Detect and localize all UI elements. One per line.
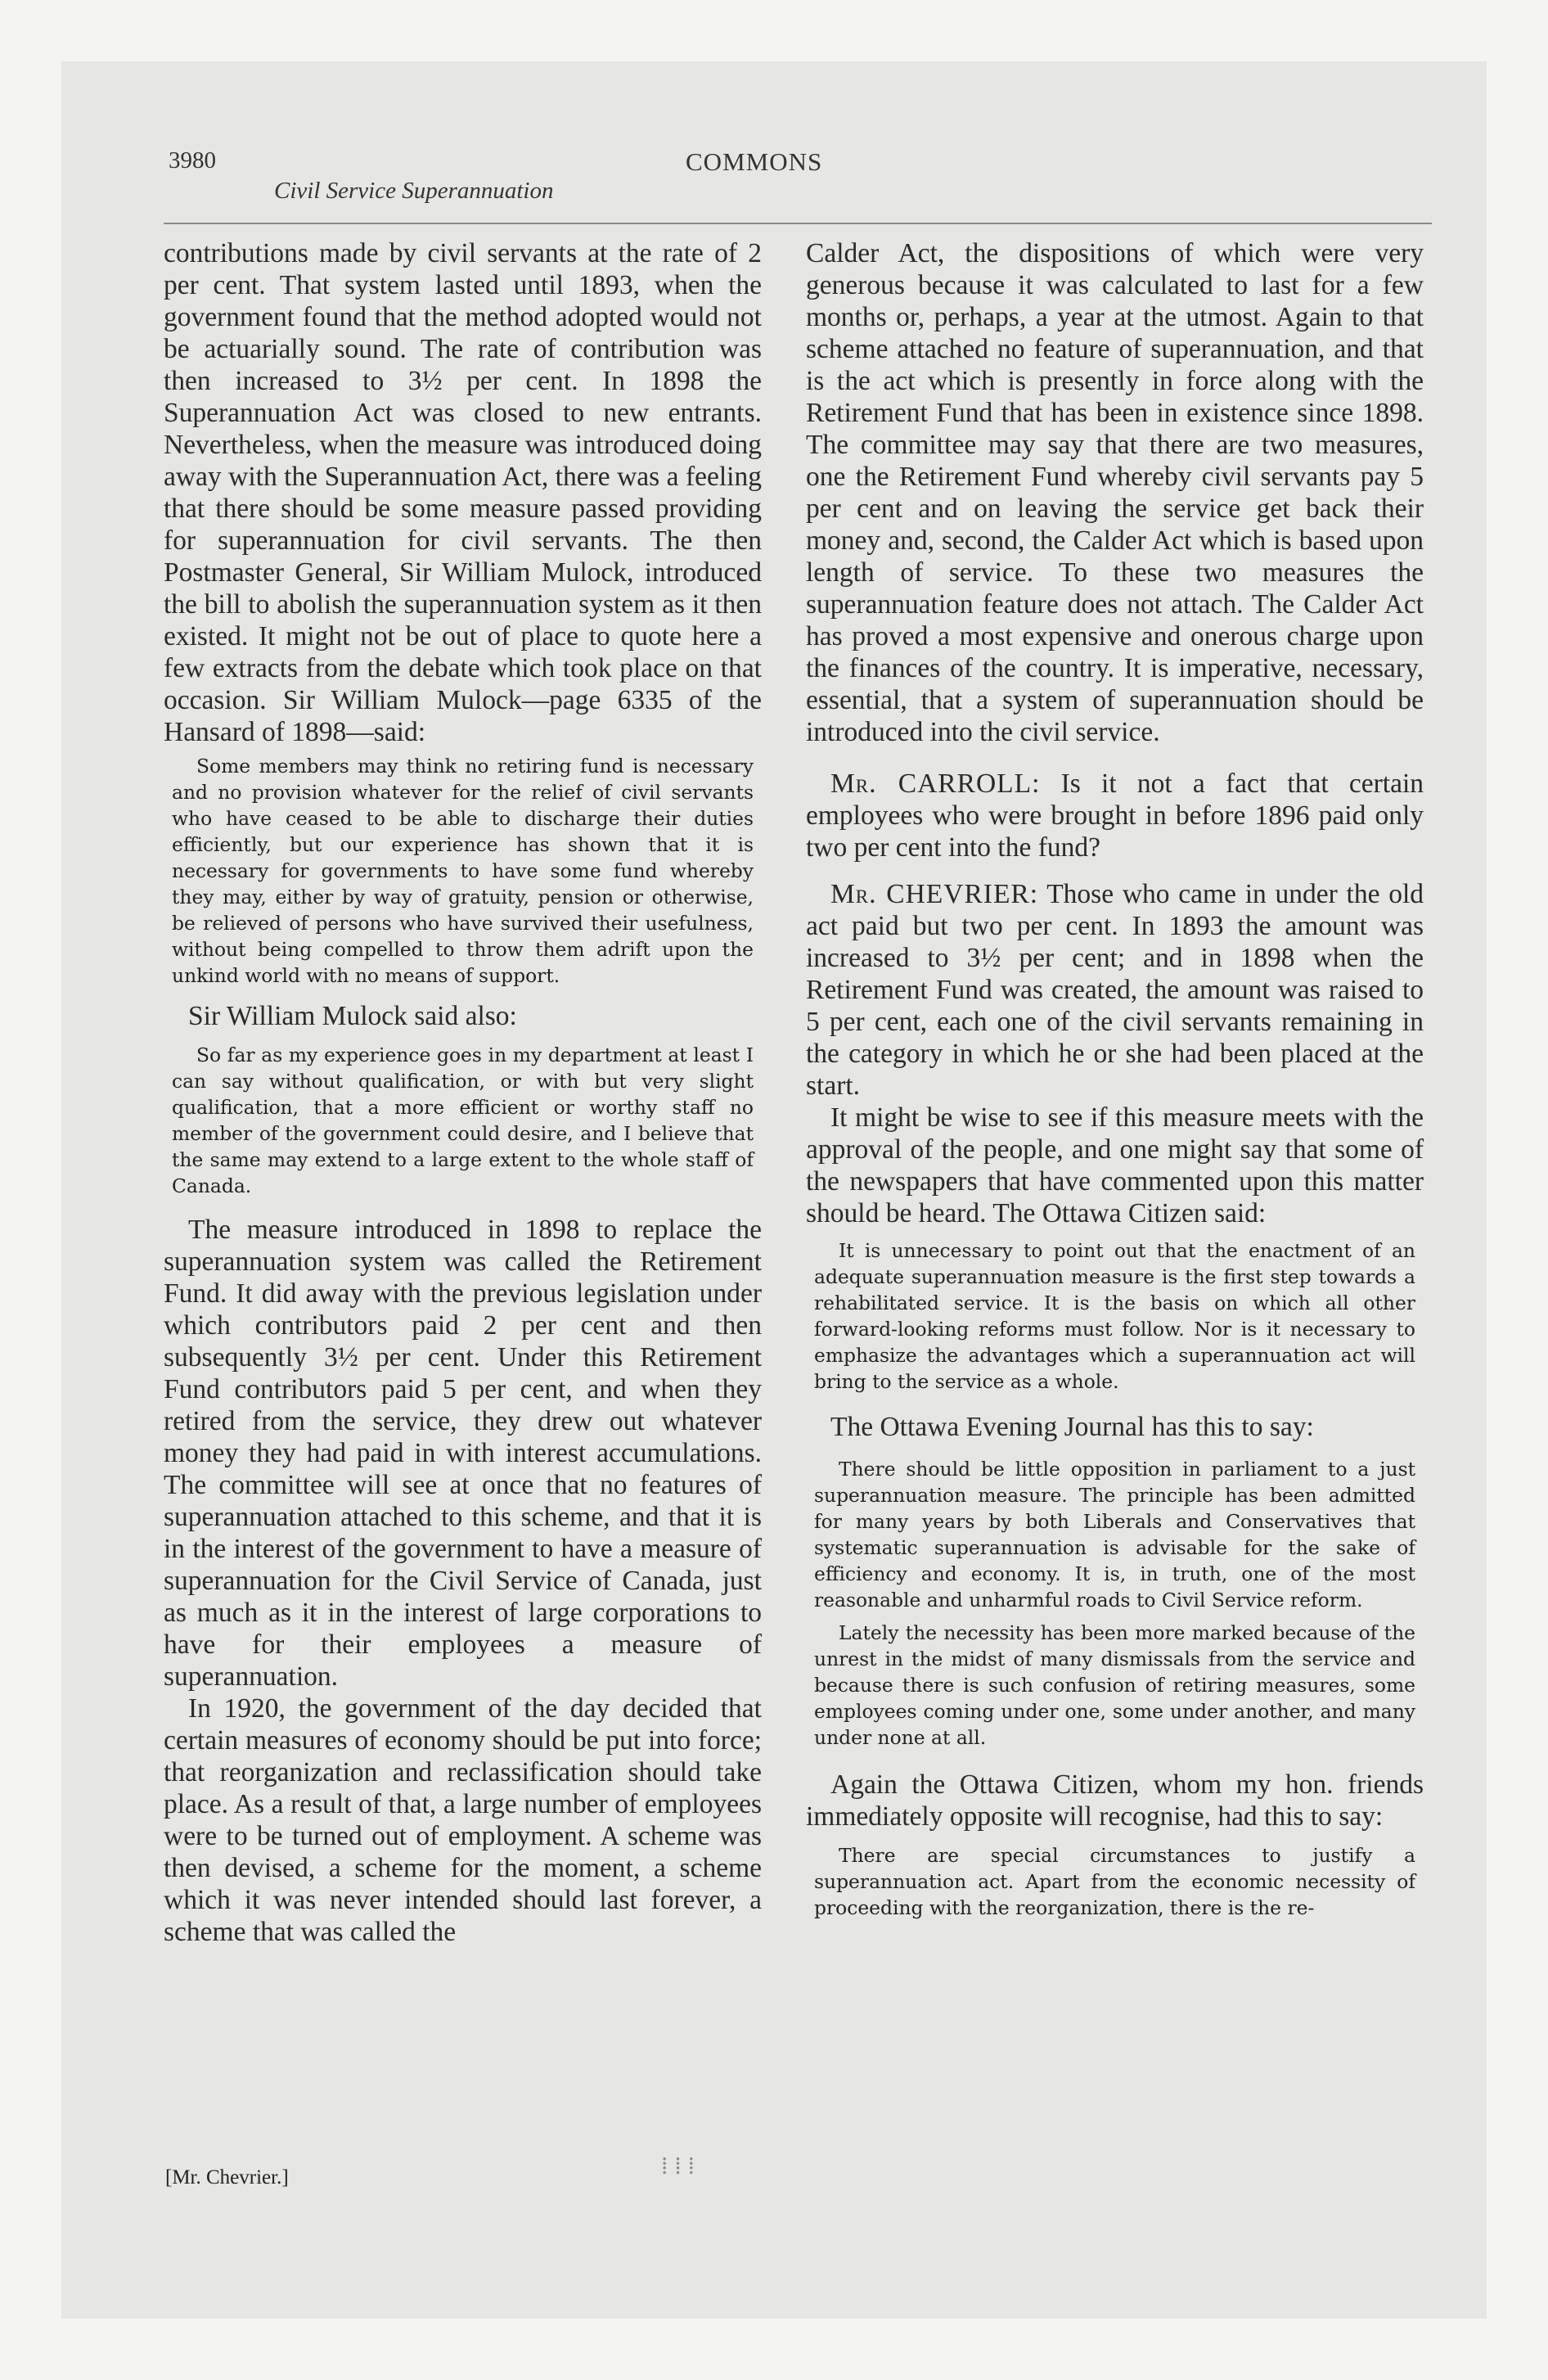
footer-speaker-note: [Mr. Chevrier.] <box>165 2166 289 2188</box>
block-quote: There should be little opposition in parliament to a just superannuation measure. The principle has been admitted for many years by both Liberals and Conservatives that systematic superannuation is advisable for the sake of efficiency and economy. It is, in truth, one of the most reasonable and unharmful roads to Civil Service reform. <box>814 1458 1415 1611</box>
paragraph: It might be wise to see if this measure meets with the approval of the people, and one might say that some of the newspapers that have commented upon this matter should be heard. The Ottawa Citizen said: <box>806 1102 1424 1228</box>
section-heading: COMMONS <box>686 147 823 176</box>
block-quote: So far as my experience goes in my department at least I can say without qualification, or with but very slight qualification, that a more efficient or worthy staff no member of the government could desire, and I believe that the same may extend to a large extent to the whole staff of Canada. <box>172 1044 754 1197</box>
block-quote: Some members may think no retiring fund is necessary and no provision whatever for the relief of civil servants who have ceased to be able to discharge their duties efficiently, but our experience has shown that it is necessary for governments to have some fund whereby they may, either by way of gratuity, pension or otherwise, be relieved of persons who have survived their usefulness, without being compelled to throw them adrift upon the unkind world with no means of support. <box>172 755 754 987</box>
paragraph <box>806 768 1424 863</box>
block-quote: Lately the necessity has been more marked because of the unrest in the midst of many dismissals from the service and because there is such confusion of retiring measures, some employees coming under one, some under another, and many under none at all. <box>814 1621 1415 1749</box>
paragraph: The Ottawa Evening Journal has this to say: <box>830 1412 1314 1442</box>
page-number: 3980 <box>169 147 216 174</box>
paragraph: In 1920, the government of the day decided that certain measures of economy should be put into force; that reorganization and reclassification should take place. As a result of that, a large number of employees were to be turned out of employment. A scheme was then devised, a scheme for the moment, a scheme which it was never intended should last forever, a scheme that was called the <box>164 1693 762 1947</box>
paragraph: contributions made by civil servants at the rate of 2 per cent. That system lasted until 1893, when the government found that the method adopted would not be actuarially sound. The rate of contribution was then increased to 3½ per cent. In 1898 the Superannuation Act was closed to new entrants. Nevertheless, when the measure was introduced doing away with the Superannuation Act, there was a feeling that there should be some measure passed providing for superannuation for civil servants. The then Postmaster General, Sir William Mulock, introduced the bill to abolish the superannuation system as it then existed. It might not be out of place to quote here a few extracts from the debate which took place on that occasion. Sir William Mulock—page 6335 of the Hansard of 1898—said: <box>164 238 762 747</box>
block-quote: It is unnecessary to point out that the enactment of an adequate superannuation measure is the first step towards a rehabilitated service. It is the basis on which all other forward-looking reforms must follow. Nor is it necessary to emphasize the advantages which a superannuation act will bring to the service as a whole. <box>814 1239 1415 1393</box>
paragraph: The measure introduced in 1898 to replace the superannuation system was called the Retirement Fund. It did away with the previous legislation under which contributors paid 2 per cent and then subsequently 3½ per cent. Under this Retirement Fund contributors paid 5 per cent, and when they retired from the service, they drew out whatever money they had paid in with interest accumulations. The committee will see at once that no features of superannuation attached to this scheme, and that it is in the interest of the government to have a measure of superannuation for the Civil Service of Canada, just as much as it in the interest of large corporations to have for their employees a measure of superannuation. <box>164 1215 762 1692</box>
footer-printer-mark: ⁞⁞⁞ <box>661 2152 702 2179</box>
paragraph: Sir William Mulock said also: <box>188 1001 517 1031</box>
speaker-name: Mr. CARROLL: <box>830 769 1041 799</box>
speech-text: Those who came in under the old act paid but two per cent. In 1893 the amount was increased to 3½ per cent; and in 1898 when the Retirement Fund was created, the amount was raised to 5 per cent, each one of the civil servants remaining in the category in which he or she had been placed at the start. <box>806 879 1424 1101</box>
left-column <box>164 237 762 1948</box>
right-column <box>806 237 1424 1921</box>
block-quote: There are special circumstances to justify a superannuation act. Apart from the economic necessity of proceeding with the reorganization, there is the re- <box>814 1844 1415 1919</box>
paragraph <box>806 878 1424 1102</box>
paragraph: Calder Act, the dispositions of which were very generous because it was calculated to last for a few months or, perhaps, a year at the utmost. Again to that scheme attached no feature of superannuation, and that is the act which is presently in force along with the Retirement Fund that has been in existence since 1898. The committee may say that there are two measures, one the Retirement Fund whereby civil servants pay 5 per cent and on leaving the service get back their money and, second, the Calder Act which is based upon length of service. To these two measures the superannuation feature does not attach. The Calder Act has proved a most expensive and onerous charge upon the finances of the country. It is imperative, necessary, essential, that a system of superannuation should be introduced into the civil service. <box>806 238 1424 747</box>
header-rule <box>164 223 1432 224</box>
paragraph: Again the Ottawa Citizen, whom my hon. friends immediately opposite will recognise, had this to say: <box>806 1769 1424 1832</box>
speaker-name: Mr. CHEVRIER: <box>830 879 1039 909</box>
speech-text: Is it not a fact that certain employees who were brought in before 1896 paid only two per cent into the fund? <box>806 769 1424 863</box>
running-title: Civil Service Superannuation <box>274 178 554 204</box>
